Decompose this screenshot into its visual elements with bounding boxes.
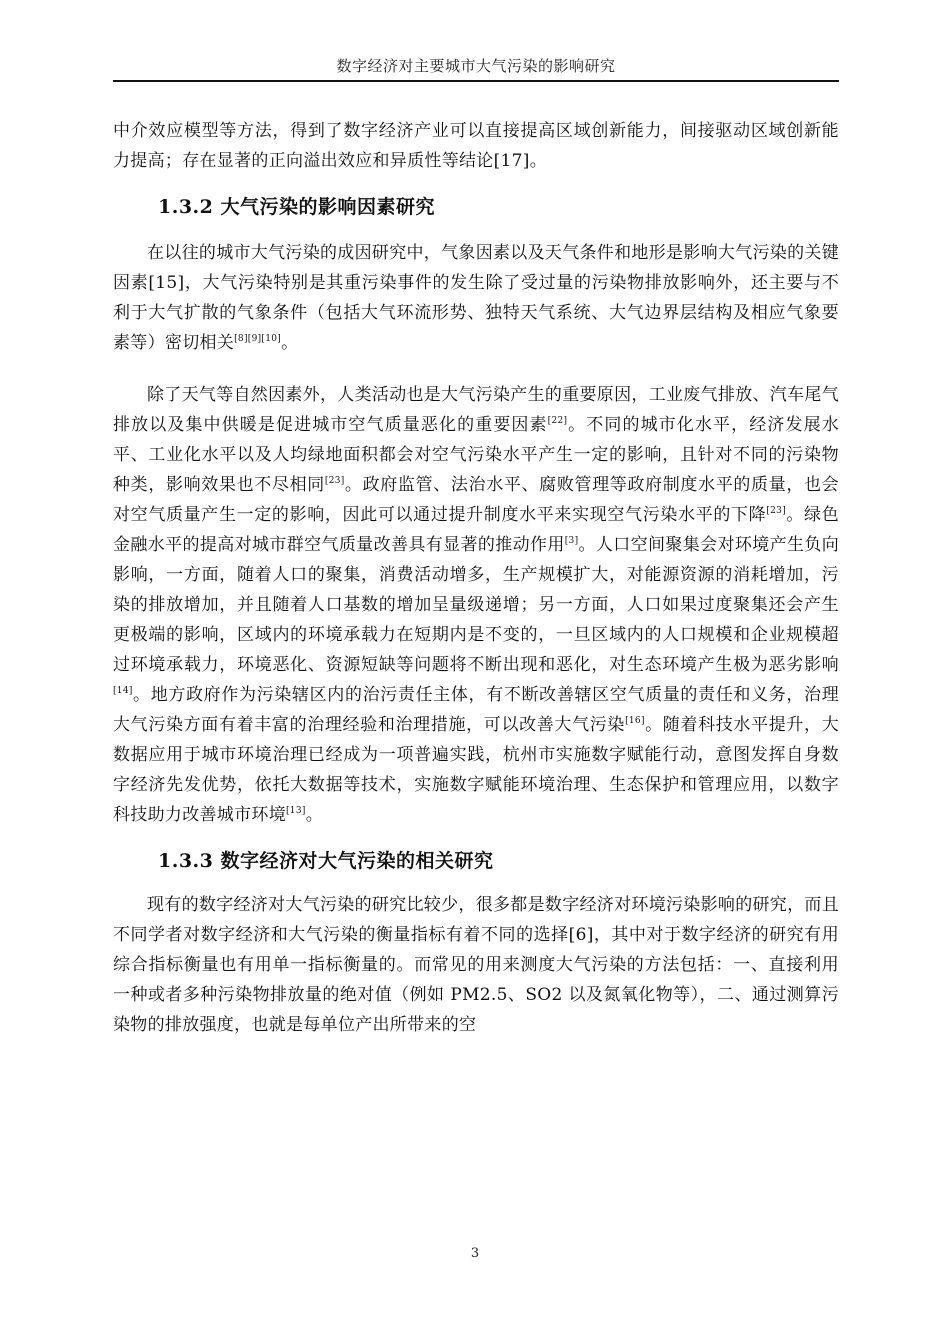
citation: [3]: [564, 536, 579, 546]
paragraph-digital-economy-air-pollution: 现有的数字经济对大气污染的研究比较少，很多都是数字经济对环境污染影响的研究，而且不同学者对数字经济和大气污染的衡量指标有着不同的选择[6]，其中对于数字经济的研究有用综合指标衡量也有用单一指标衡量的。而常见的用来测度大气污染的方法包括：一、直接利用一种或者多种污染物排放量的绝对值（例如 PM2.5、SO2 以及氮氧化物等），二、通过测算污染物的排放强度，也就是每单位产出所带来的空: [113, 895, 839, 1035]
paragraph-human-factors: [113, 380, 839, 830]
running-header: 数字经济对主要城市大气污染的影响研究: [336, 57, 616, 75]
citation: [14]: [113, 686, 133, 696]
citation: [8][9][10]: [234, 334, 282, 344]
citation: [23]: [324, 476, 345, 486]
paragraph-text: 。不同的城市化水平，经济发展水平、工业化水平以及人均绿地面积都会对空气污染水平产生一定的影响，且针对不同的污染物种类，影响效果也不尽相同: [113, 415, 840, 495]
paragraph-text: 。随着科技水平提升，大数据应用于城市环境治理已经成为一项普遍实践，杭州市实施数字赋能行动，意图发挥自身数字经济先发优势，依托大数据等技术，实施数字赋能环境治理、生态保护和管理应用，以数字科技助力改善城市环境: [113, 715, 839, 825]
paragraph-text: 。人口空间聚集会对环境产生负向影响，一方面，随着人口的聚集，消费活动增多，生产规模扩大，对能源资源的消耗增加，污染的排放增加，并且随着人口基数的增加呈量级递增；另一方面，人口如果过度聚集还会产生更极端的影响，区域内的环境承载力在短期内是不变的，一旦区域内的人口规模和企业规模超过环境承载力，环境恶化、资源短缺等问题将不断出现和恶化，对生态环境产生极为恶劣影响: [113, 535, 839, 675]
paragraph-text: 。: [281, 333, 299, 353]
paragraph-text: 。绿色金融水平的提高对城市群空气质量改善具有显著的推动作用: [113, 505, 839, 555]
paragraph-text: 。政府监管、法治水平、腐败管理等政府制度水平的质量，也会对空气质量产生一定的影响，因此可以通过提升制度水平来实现空气污染水平的下降: [113, 475, 839, 525]
paragraph-text: 除了天气等自然因素外，人类活动也是大气污染产生的重要原因，工业废气排放、汽车尾气排放以及集中供暖是促进城市空气质量恶化的重要因素: [113, 385, 839, 435]
paragraph-meteorological-factors: [113, 238, 839, 358]
paragraph-continued: 中介效应模型等方法，得到了数字经济产业可以直接提高区域创新能力，间接驱动区域创新能力提高；存在显著的正向溢出效应和异质性等结论[17]。: [113, 121, 839, 171]
document-body: [113, 116, 839, 1040]
paragraph-text: 。: [305, 805, 323, 825]
citation: [16]: [625, 716, 645, 726]
paragraph-text: 。地方政府作为污染辖区内的治污责任主体，有不断改善辖区空气质量的责任和义务，治理大气污染方面有着丰富的治理经验和治理措施，可以改善大气污染: [113, 685, 839, 735]
section-heading-1-3-3: 1.3.3 数字经济对大气污染的相关研究: [158, 850, 494, 872]
paragraph-text: 在以往的城市大气污染的成因研究中，气象因素以及天气条件和地形是影响大气污染的关键因素[15]，大气污染特别是其重污染事件的发生除了受过量的污染物排放影响外，还主要与不利于大气扩散的气象条件（包括大气环流形势、独特天气系统、大气边界层结构及相应气象要素等）密切相关: [113, 243, 839, 353]
header-rule: [113, 80, 839, 82]
citation: [22]: [547, 416, 568, 426]
section-heading-1-3-2: 1.3.2 大气污染的影响因素研究: [158, 196, 436, 218]
citation: [13]: [286, 806, 306, 816]
citation: [23]: [766, 506, 787, 516]
page-number: 3: [470, 1246, 480, 1261]
